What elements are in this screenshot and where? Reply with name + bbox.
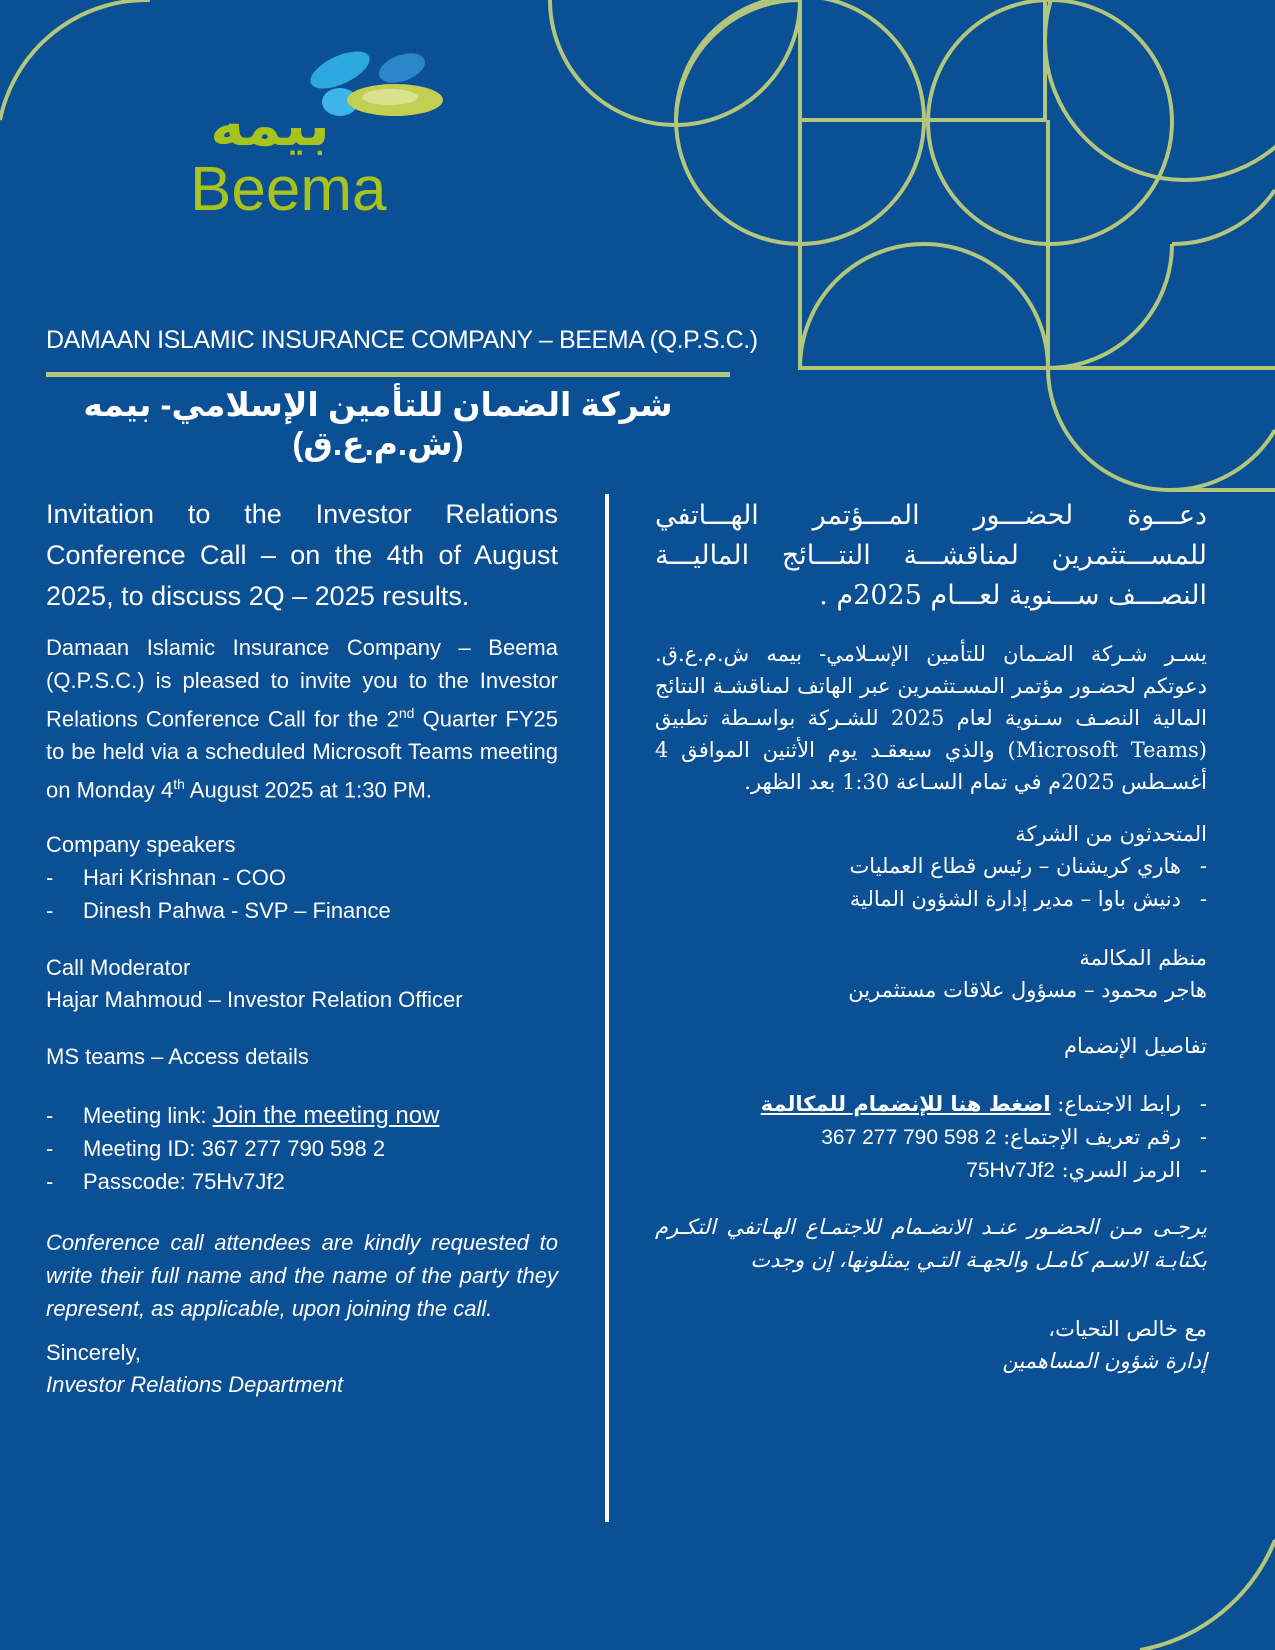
invitation-paragraph: Damaan Islamic Insurance Company – Beema (Q.P.S.C.) is pleased to invite you to the Investor Relations Conference Call for the 2nd Quarter FY25 to be held via a scheduled Microsoft Teams meeting on Monday 4th August 2025 at 1:30 PM.	[46, 635, 558, 803]
attendee-note: Conference call attendees are kindly requested to write their full name and the name of the party they represent, as applicable, upon joining the call.	[46, 1229, 558, 1321]
company-name-en: DAMAAN ISLAMIC INSURANCE COMPANY – BEEMA (Q.P.S.C.)	[46, 326, 758, 354]
invitation-heading-ar: دعـــوة لحضـــور المـــؤتمر الهـــاتفي للمســـتثمرين لمناقشـــة النتـــائج الماليـــة النصـــف ســـنوية لعـــام 2025م .	[655, 500, 1207, 611]
moderator-title: Call Moderator	[46, 954, 191, 980]
speakers-title-ar: المتحدثون من الشركة	[1015, 822, 1207, 846]
beema-logo	[190, 40, 470, 220]
pattern-arc	[676, 0, 800, 120]
access-title: MS teams – Access details	[46, 1043, 309, 1069]
meeting-link-item: - Meeting link: Join the meeting now	[46, 1099, 558, 1132]
corner-arc-bottom-right	[1140, 1540, 1275, 1650]
passcode-item: - Passcode: 75Hv7Jf2	[46, 1165, 558, 1198]
company-name-ar: شركة الضمان للتأمين الإسلامي- بيمه (ش.م.ع.ق)	[83, 386, 673, 462]
pattern-arc	[1170, 430, 1275, 490]
access-details-list-ar	[655, 1088, 1207, 1187]
title-underline	[46, 372, 730, 377]
speakers-title: Company speakers	[46, 831, 236, 857]
passcode-item-ar: - الرمز السري: 75Hv7Jf2	[655, 1154, 1207, 1187]
pattern-arc	[1048, 244, 1172, 368]
moderator-name: Hajar Mahmoud – Investor Relation Officer	[46, 986, 463, 1012]
invitation-paragraph-ar: يسـر شـركة الضـمان للتأمين الإسـلامي- بيمه ش.م.ع.ق. دعوتكم لحضـور مؤتمر المسـتثمرين عبر الهاتف لمناقشـة النتائج المالية النصـف سـنوية لعام 2025 للشـركة بواسـطة تطبيق (Microsoft Teams) والذي سيعقـد يوم الأثنين الموافق 4 أغسـطس 2025م في تمام السـاعة 1:30 بعد الظهر.	[655, 642, 1207, 794]
access-title-ar: تفاصيل الإنضمام	[1063, 1034, 1207, 1058]
meeting-id-item: - Meeting ID: 367 277 790 598 2	[46, 1132, 558, 1165]
arabic-column	[655, 496, 1207, 1377]
moderator-title-ar: منظم المكالمة	[1079, 946, 1207, 970]
logo-arabic-text: بيمه	[210, 91, 330, 159]
join-meeting-link-ar[interactable]: اضغط هنا للإنضمام للمكالمة	[760, 1092, 1051, 1116]
pattern-rect	[1048, 120, 1275, 368]
speaker-item: - Dinesh Pahwa - SVP – Finance	[46, 894, 558, 927]
speaker-item-ar: - هاري كريشنان – رئيس قطاع العمليات	[655, 850, 1207, 883]
signature-text-ar: إدارة شؤون المساهمين	[1002, 1349, 1207, 1373]
pattern-circle	[1045, 0, 1275, 180]
column-divider	[605, 494, 609, 1522]
meeting-link-item-ar: - رابط الاجتماع: اضغط هنا للإنضمام للمكالمة	[655, 1088, 1207, 1121]
invitation-heading: Invitation to the Investor Relations Conference Call – on the 4th of August 2025, to discuss 2Q – 2025 results.	[46, 499, 558, 611]
signature-text: Investor Relations Department	[46, 1371, 344, 1397]
speakers-list-ar	[655, 850, 1207, 916]
moderator-name-ar: هاجر محمود – مسؤول علاقات مستثمرين	[848, 978, 1207, 1002]
logo-latin-text: Beema	[190, 155, 387, 220]
pattern-arc	[1048, 368, 1275, 490]
english-column	[46, 494, 558, 1401]
access-details-list	[46, 1099, 558, 1198]
closing-text: Sincerely,	[46, 1339, 141, 1365]
join-meeting-link[interactable]: Join the meeting now	[212, 1101, 440, 1129]
pattern-arc	[1172, 190, 1275, 244]
closing-text-ar: مع خالص التحيات،	[1048, 1317, 1207, 1341]
meeting-id-item-ar: - رقم تعريف الإجتماع: 367 277 790 598 2	[655, 1121, 1207, 1154]
speaker-item-ar: - دنيش باوا – مدير إدارة الشؤون المالية	[655, 883, 1207, 916]
pattern-arc	[800, 244, 1048, 368]
corner-arc-top-left	[0, 0, 150, 120]
attendee-note-ar: يرجـى مـن الحضـور عنـد الانضـمام للاجتمـاع الهـاتفي التكـرم بكتابـة الاسـم كامـل والجهـة التـي يمثلونها، إن وجدت	[655, 1215, 1207, 1272]
speaker-item: - Hari Krishnan - COO	[46, 861, 558, 894]
speakers-list	[46, 861, 558, 927]
